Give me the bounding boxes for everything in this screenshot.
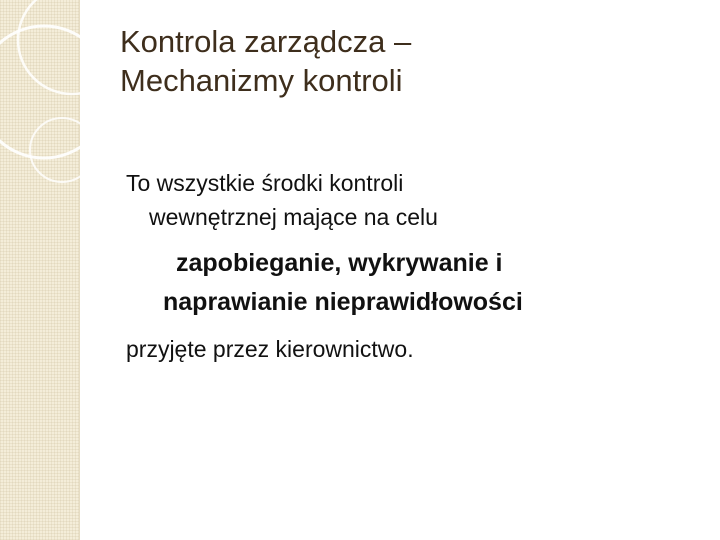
- definition-line-2: wewnętrznej mające na celu: [149, 204, 438, 230]
- slide-title: [120, 22, 680, 100]
- decorative-ring-small: [30, 118, 94, 182]
- definition-line-1: To wszystkie środki kontroli: [126, 170, 404, 196]
- slide-title-line-2: Mechanizmy kontroli: [120, 63, 403, 98]
- slide-body: [126, 166, 696, 366]
- decorative-ring-medium: [18, 0, 126, 94]
- emphasis-line-1: zapobieganie, wykrywanie i: [176, 249, 503, 277]
- slide-title-line-1: Kontrola zarządcza –: [120, 24, 412, 59]
- closing-paragraph: przyjęte przez kierownictwo.: [126, 336, 414, 362]
- emphasis-paragraph: [126, 244, 696, 322]
- emphasis-line-2: naprawianie nieprawidłowości: [163, 288, 523, 316]
- definition-paragraph: [126, 166, 696, 234]
